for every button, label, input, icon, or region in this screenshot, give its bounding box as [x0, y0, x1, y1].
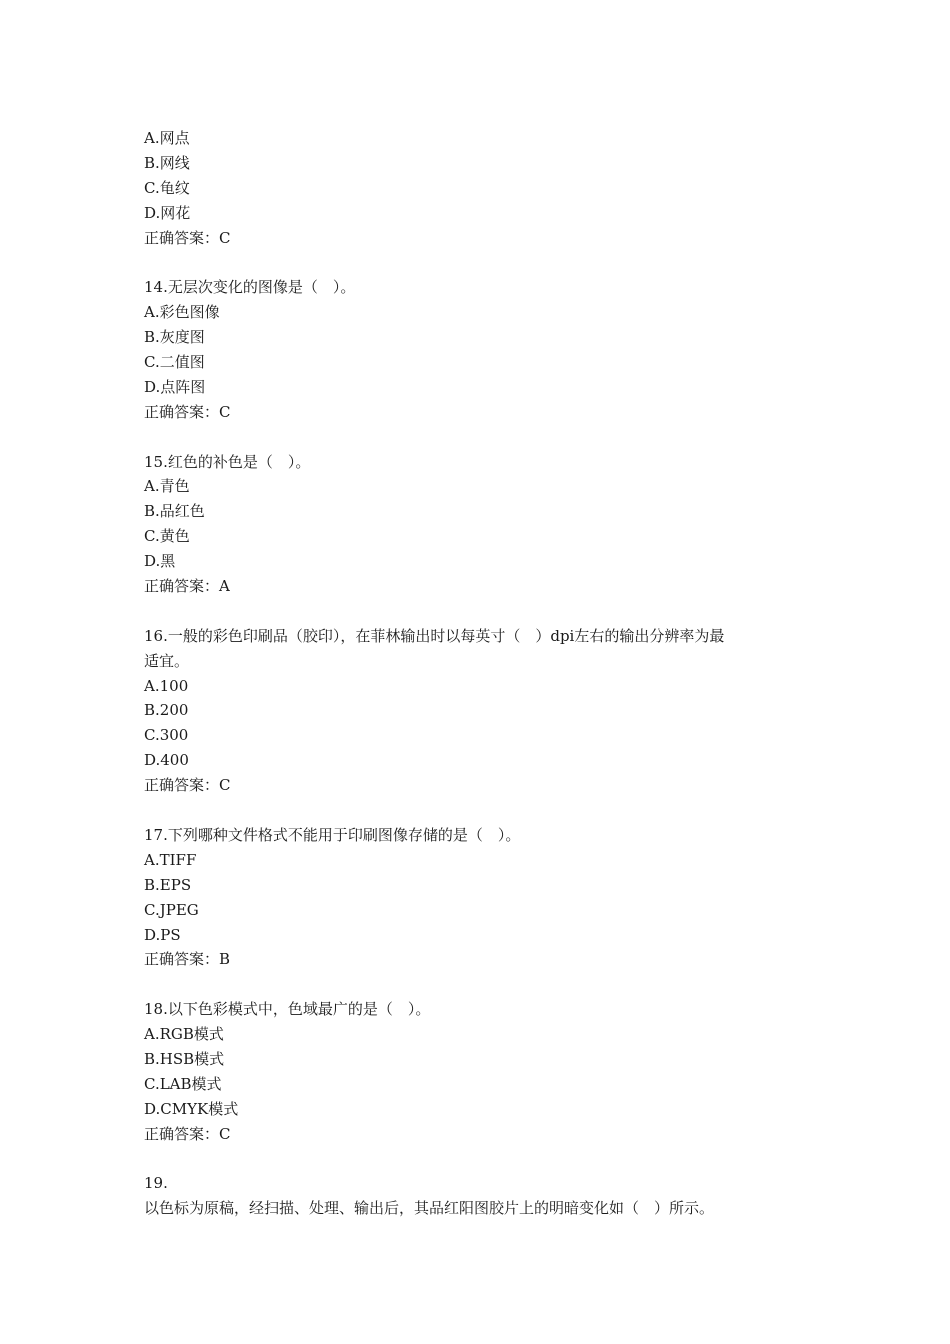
option-d: D.CMYK模式 [144, 1099, 239, 1118]
option-c: C.二值图 [144, 353, 205, 372]
question-16 [144, 624, 824, 798]
question-text-line-2: 适宜。 [144, 651, 190, 670]
spacer [144, 599, 824, 624]
question-18 [144, 997, 824, 1146]
option-d: D.点阵图 [144, 377, 206, 396]
option-b: B.HSB模式 [144, 1049, 225, 1068]
question-15 [144, 450, 824, 599]
question-text: 14.无层次变化的图像是（ ）。 [144, 278, 356, 297]
option-d: D.网花 [144, 203, 191, 222]
question-text-line-1: 16.一般的彩色印刷品（胶印），在菲林输出时以每英寸（ ）dpi左右的输出分辨率为最 [144, 626, 725, 645]
correct-answer: 正确答案：C [144, 1124, 231, 1143]
question-14 [144, 275, 824, 424]
option-c: C.LAB模式 [144, 1074, 222, 1093]
correct-answer: 正确答案：C [144, 776, 231, 795]
option-a: A.青色 [144, 477, 190, 496]
spacer [144, 1147, 824, 1172]
option-c: C.300 [144, 726, 189, 745]
option-b: B.200 [144, 701, 189, 720]
correct-answer: 正确答案：B [144, 950, 231, 969]
option-c: C.黄色 [144, 527, 190, 546]
option-c: C.龟纹 [144, 178, 190, 197]
option-a: A.TIFF [144, 850, 197, 869]
option-d: D.PS [144, 925, 181, 944]
option-d: D.400 [144, 751, 189, 770]
correct-answer: 正确答案：A [144, 577, 230, 596]
question-19 [144, 1171, 824, 1221]
question-text: 以色标为原稿，经扫描、处理、输出后，其品红阳图胶片上的明暗变化如（ ）所示。 [144, 1199, 715, 1218]
option-a: A.彩色图像 [144, 303, 220, 322]
option-b: B.EPS [144, 875, 192, 894]
question-text: 17.下列哪种文件格式不能用于印刷图像存储的是（ ）。 [144, 825, 521, 844]
question-text: 18.以下色彩模式中，色域最广的是（ ）。 [144, 1000, 431, 1019]
spacer [144, 425, 824, 450]
option-c: C.JPEG [144, 900, 199, 919]
option-b: B.品红色 [144, 502, 205, 521]
question-17 [144, 823, 824, 972]
correct-answer: 正确答案：C [144, 228, 231, 247]
question-text: 15.红色的补色是（ ）。 [144, 452, 311, 471]
option-a: A.RGB模式 [144, 1025, 224, 1044]
spacer [144, 972, 824, 997]
option-d: D.黑 [144, 552, 176, 571]
option-a: A.100 [144, 676, 189, 695]
option-b: B.灰度图 [144, 328, 205, 347]
correct-answer: 正确答案：C [144, 402, 231, 421]
spacer [144, 250, 824, 275]
option-b: B.网线 [144, 153, 190, 172]
question-13 [144, 126, 824, 250]
document-page [144, 126, 824, 1221]
question-number: 19. [144, 1174, 168, 1193]
spacer [144, 798, 824, 823]
option-a: A.网点 [144, 129, 190, 147]
